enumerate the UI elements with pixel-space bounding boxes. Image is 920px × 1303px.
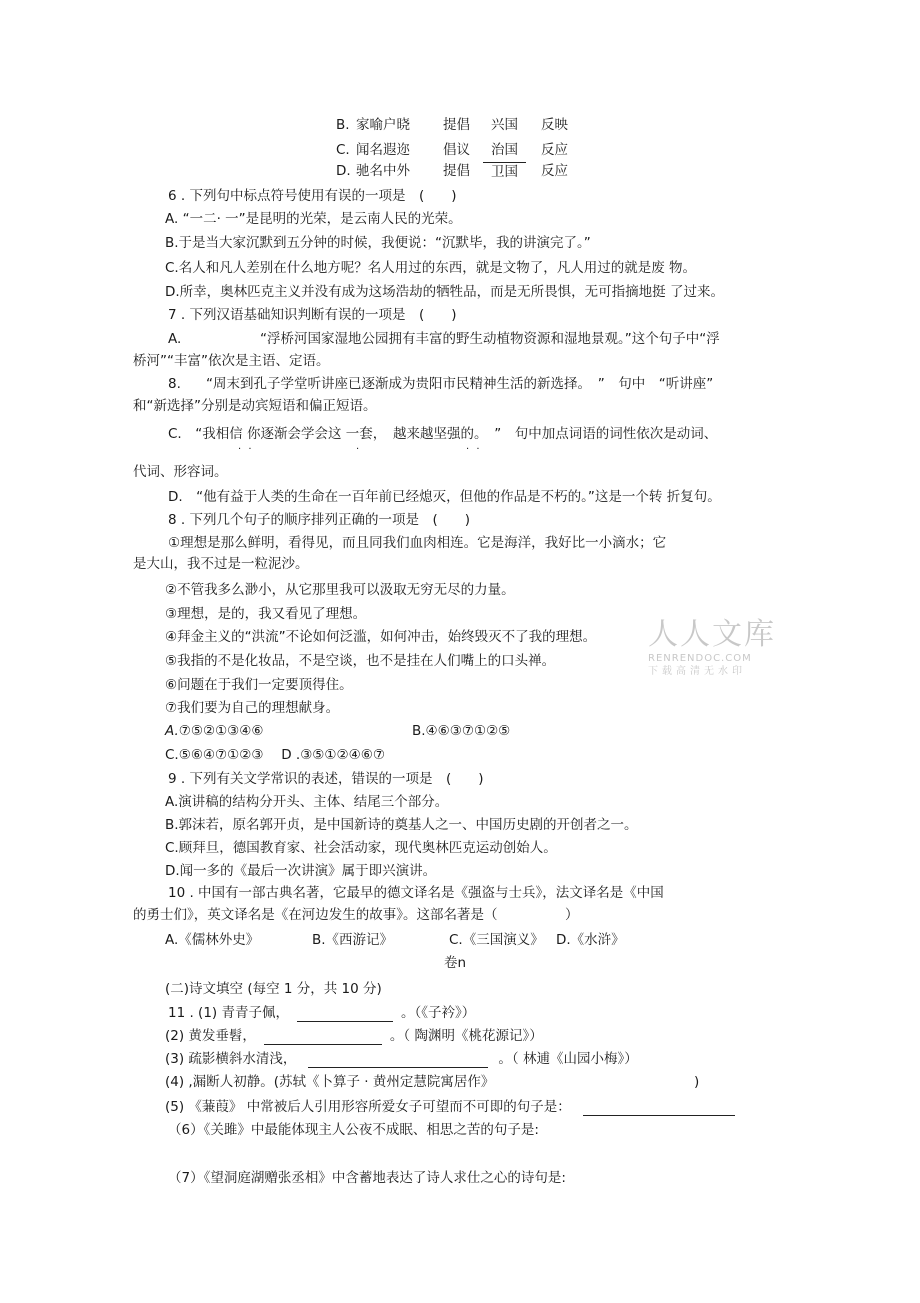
q8-sentence-2: ②不管我多么渺小，从它那里我可以汲取无穷无尽的力量。 <box>165 582 515 598</box>
q10-stem-line1: 10 . 中国有一部古典名著，它最早的德文译名是《强盗与士兵》，法文译名是《中国 <box>168 885 664 901</box>
q8-sentence-4: ④拜金主义的“洪流”不论如何泛滥，如何冲击，始终毁灭不了我的理想。 <box>165 629 597 645</box>
q8-option-b: B.④⑥③⑦①②⑤ <box>412 723 511 739</box>
emphasis-dots: · · <box>466 444 482 455</box>
q11-item-3: (3) 疏影横斜水清浅， 。（ 林逋《山园小梅》） <box>165 1051 638 1067</box>
q8-sentence-1-line2: 是大山，我不过是一粒泥沙。 <box>133 556 309 572</box>
q11-item-4-close: ) <box>694 1074 700 1090</box>
q7-option-a-line1: “浮桥河国家湿地公园拥有丰富的野生动植物资源和湿地景观。”这个句子中“浮 <box>260 331 720 347</box>
q8-sentence-3: ③理想，是的，我又看见了理想。 <box>165 606 367 622</box>
q6-stem: 6 . 下列句中标点符号使用有误的一项是 ( ) <box>168 188 457 204</box>
emphasis-dots: · · <box>238 444 254 455</box>
q7-option-a-line2: 桥河”“丰富”依次是主语、定语。 <box>133 353 330 369</box>
q8-sentence-5: ⑤我指的不是化妆品，不是空谈，也不是挂在人们嘴上的口头禅。 <box>165 653 556 669</box>
blank-line[interactable] <box>308 1049 488 1068</box>
q7-option-c-line2: 代词、形容词。 <box>133 464 228 480</box>
q7-option-b-line1: “周末到孔子学堂听讲座已逐渐成为贵阳市民精神生活的新选择。 ” 句中 “听讲座” <box>206 376 714 392</box>
q8-sentence-6: ⑥问题在于我们一定要顶得住。 <box>165 677 353 693</box>
q8-sentence-7: ⑦我们要为自己的理想献身。 <box>165 700 340 716</box>
q10-stem-line2: 的勇士们》，英文译名是《在河边发生的故事》。这部名著是（ ） <box>133 907 579 923</box>
q7-stem: 7 . 下列汉语基础知识判断有误的一项是 ( ) <box>168 307 457 323</box>
q11-item-1: 11 . (1) 青青子佩， 。（《子衿》） <box>168 1005 476 1021</box>
q9-option-c: C.顾拜旦，德国教育家、社会活动家，现代奥林匹克运动创始人。 <box>165 840 557 856</box>
blank-line[interactable] <box>297 1003 393 1022</box>
q9-option-b: B.郭沫若，原名郭开贞，是中国新诗的奠基人之一、中国历史剧的开创者之一。 <box>165 817 638 833</box>
q10-option-a: A.《儒林外史》 <box>165 932 260 948</box>
q7-option-b-line2: 和“新选择”分别是动宾短语和偏正短语。 <box>133 398 377 414</box>
q9-stem: 9 . 下列有关文学常识的表述，错误的一项是 ( ) <box>168 771 484 787</box>
q7-option-a-label: A. <box>168 331 182 347</box>
emphasis-dots: · <box>356 444 362 455</box>
volume-label: 卷n <box>444 955 467 971</box>
q8-option-cd: C.⑤⑥④⑦①②③ D .③⑤①②④⑥⑦ <box>165 747 385 763</box>
q7-option-d: D. “他有益于人类的生命在一百年前已经熄灭，但他的作品是不朽的。”这是一个转 折复句。 <box>168 489 721 505</box>
q9-option-a: A.演讲稿的结构分开头、主体、结尾三个部分。 <box>165 794 449 810</box>
q8-option-a: A.⑦⑤②①③④⑥ <box>165 723 264 739</box>
blank-line[interactable] <box>583 1097 735 1116</box>
q11-item-5: (5) 《蒹葭》 中常被后人引用形容所爱女子可望而不可即的句子是： <box>165 1097 735 1116</box>
q10-option-b: B.《西游记》 <box>312 932 394 948</box>
q6-option-a: A. “一二· 一”是昆明的光荣，是云南人民的光荣。 <box>165 211 462 227</box>
q8-sentence-1-line1: ①理想是那么鲜明，看得见，而且同我们血肉相连。它是海洋，我好比一小滴水；它 <box>168 535 667 551</box>
q11-item-2: (2) 黄发垂髫， 。（ 陶渊明《桃花源记》） <box>165 1028 543 1044</box>
watermark-logo: 人人文库 RENRENDOC.COM 下载高清无水印 <box>648 617 776 677</box>
blank-line[interactable] <box>264 1026 382 1045</box>
q7-option-c-line1: C. “我相信 你逐渐会学会这 一套， 越来越坚强的。 ” 句中加点词语的词性依次是动词、 <box>168 426 718 442</box>
section2-heading: (二)诗文填空 (每空 1 分，共 10 分) <box>165 981 382 997</box>
q10-option-d: D.《水浒》 <box>556 932 625 948</box>
q8-stem: 8 . 下列几个句子的顺序排列正确的一项是 ( ) <box>168 512 470 528</box>
q6-option-c: C.名人和凡人差别在什么地方呢？名人用过的东西，就是文物了，凡人用过的就是废 物。 <box>165 260 697 276</box>
q9-option-d: D.闻一多的《最后一次讲演》属于即兴演讲。 <box>165 863 437 879</box>
q11-item-7: （7）《望洞庭湖赠张丞相》中含蓄地表达了诗人求仕之心的诗句是: <box>168 1170 566 1186</box>
q11-item-4: (4) ,漏断人初静。(苏轼《卜算子 · 黄州定慧院寓居作》 <box>165 1074 495 1090</box>
q11-item-6: （6）《关雎》中最能体现主人公夜不成眠、相思之苦的句子是: <box>168 1122 539 1138</box>
q6-option-d: D.所幸，奥林匹克主义并没有成为这场浩劫的牺牲品，而是无所畏惧，无可指摘地挺 了过来。 <box>165 284 724 300</box>
q10-option-c: C.《三国演义》 <box>449 932 544 948</box>
q7-option-b-label: 8. <box>168 376 181 392</box>
q6-option-b: B.于是当大家沉默到五分钟的时候，我便说：“沉默毕，我的讲演完了。” <box>165 235 591 251</box>
